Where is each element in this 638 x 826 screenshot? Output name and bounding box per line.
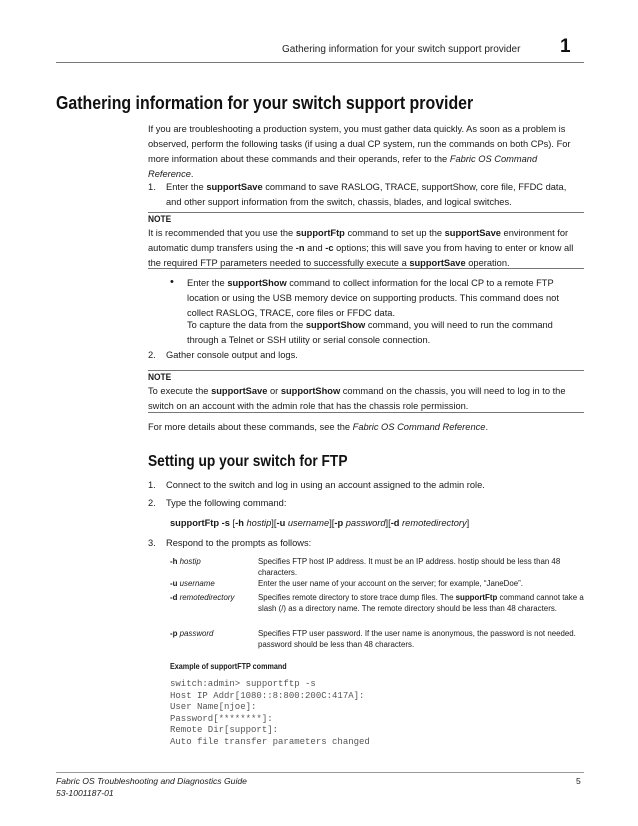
step-1 xyxy=(148,180,584,210)
param-var-hostip: hostip xyxy=(177,557,201,566)
syntax-option-p: -p xyxy=(334,518,344,528)
syntax-command: supportFtp xyxy=(170,518,220,528)
section-title: Gathering information for your switch support provider xyxy=(56,92,474,113)
header-divider xyxy=(56,62,584,63)
param-desc-remotedirectory-a: Specifies remote directory to store trace dump files. The xyxy=(258,593,456,602)
syntax-bracket-4: ][ xyxy=(385,518,391,528)
bullet-text-b: command to collect information for the local CP to a remote FTP location or using the USB memory device on supporting products. This command does not collect RASLOG, TRACE, core files or FFDC data. xyxy=(187,278,559,318)
bullet-paragraph-1 xyxy=(187,276,584,321)
bullet-paragraph-2 xyxy=(187,318,584,348)
note-1-label: NOTE xyxy=(148,214,172,224)
syntax-option-u: -u xyxy=(276,518,286,528)
param-opt-h: -h xyxy=(170,557,178,566)
syntax-option-s: -s xyxy=(221,518,230,528)
more-details-text-b: . xyxy=(485,422,489,432)
note-1-bottom-rule xyxy=(148,268,584,269)
note-1-option-c: -c xyxy=(325,243,334,253)
ftp-step-1-number: 1. xyxy=(148,480,156,490)
note-1-text-f: operation. xyxy=(465,258,510,268)
bullet-p2-command: supportShow xyxy=(305,320,366,330)
footer-page-number: 5 xyxy=(576,776,581,786)
syntax-bracket-1: [ xyxy=(229,518,236,528)
more-details-paragraph xyxy=(148,420,584,435)
note-2-text-a: To execute the xyxy=(148,386,212,396)
step-1-text-a: Enter the xyxy=(166,182,207,192)
note-2-text-c: command on the chassis, you will need to log in to the switch on an account with the admin role that has the chassis role permission. xyxy=(148,386,566,411)
param-term-remotedirectory xyxy=(170,592,256,603)
param-opt-u: -u xyxy=(170,579,178,588)
param-term-hostip xyxy=(170,556,256,567)
note-1-command-2: supportSave xyxy=(444,228,501,238)
param-desc-remotedirectory-b: command cannot take a slash (/) as a directory name. The remote directory should be less than 48 characters. xyxy=(258,593,584,613)
step-1-command: supportSave xyxy=(206,182,263,192)
note-1-command-1: supportFtp xyxy=(295,228,345,238)
bullet-text-a: Enter the xyxy=(187,278,228,288)
param-opt-d: -d xyxy=(170,593,178,602)
note-1-text-d: and xyxy=(304,243,326,253)
step-2-text: Gather console output and logs. xyxy=(166,350,298,360)
syntax-var-username: username xyxy=(285,518,330,528)
note-1-command-3: supportSave xyxy=(409,258,466,268)
command-syntax xyxy=(170,516,469,530)
intro-paragraph xyxy=(148,122,584,182)
note-1-text-e: options; this will save you from having to enter or know all the required FTP parameters needed to successfully execute a xyxy=(148,243,574,268)
example-code-block: switch:admin> supportftp -s Host IP Addr[1080::8:800:200C:417A]: User Name[njoe]: Password[********]: Remote Dir[support]: Auto file transfer parameters changed xyxy=(170,679,370,747)
ftp-step-1 xyxy=(148,478,584,493)
param-opt-p: -p xyxy=(170,629,178,638)
bullet-p2-text-a: To capture the data from the xyxy=(187,320,306,330)
more-details-reference: Fabric OS Command Reference xyxy=(352,422,486,432)
param-var-password: password xyxy=(177,629,214,638)
syntax-option-d: -d xyxy=(390,518,400,528)
ftp-step-2 xyxy=(148,496,584,511)
note-2-bottom-rule xyxy=(148,412,584,413)
chapter-number: 1 xyxy=(560,36,571,57)
note-2 xyxy=(148,371,584,414)
note-2-command-2: supportShow xyxy=(280,386,341,396)
syntax-var-remotedirectory: remotedirectory xyxy=(399,518,467,528)
ftp-step-1-text: Connect to the switch and log in using an account assigned to the admin role. xyxy=(166,480,485,490)
syntax-var-hostip: hostip xyxy=(243,518,272,528)
bullet-p2-text-b: command, you will need to run the command through a Telnet or SSH utility or serial console connection. xyxy=(187,320,553,345)
step-1-number: 1. xyxy=(148,182,156,192)
running-header-title: Gathering information for your switch support provider xyxy=(282,44,521,55)
bullet-command: supportShow xyxy=(227,278,287,288)
param-var-username: username xyxy=(177,579,215,588)
bullet-icon: • xyxy=(170,276,174,288)
footer-divider xyxy=(56,772,584,773)
param-desc-hostip: Specifies FTP host IP address. It must be an IP address. hostip should be less than 48 characters. xyxy=(258,557,561,577)
note-1-text-b: command to set up the xyxy=(344,228,445,238)
param-var-remotedirectory: remotedirectory xyxy=(177,593,235,602)
syntax-bracket-2: ][ xyxy=(271,518,277,528)
param-desc-remotedirectory xyxy=(258,592,584,614)
intro-text: If you are troubleshooting a production system, you must gather data quickly. As soon as a problem is observed, perform the following tasks (if using a dual CP system, run the commands on both CPs). For more information about these commands and their operands, refer to the xyxy=(148,124,571,164)
intro-reference: Fabric OS Command Reference xyxy=(148,154,538,179)
ftp-step-3-text: Respond to the prompts as follows: xyxy=(166,538,312,548)
step-2 xyxy=(148,348,584,363)
step-2-number: 2. xyxy=(148,350,156,360)
note-1-option-n: -n xyxy=(295,243,305,253)
note-2-command-1: supportSave xyxy=(211,386,268,396)
ftp-step-2-number: 2. xyxy=(148,498,156,508)
ftp-step-2-text: Type the following command: xyxy=(166,498,287,508)
param-desc-remotedirectory-command: supportFtp xyxy=(455,593,498,602)
note-1 xyxy=(148,213,584,271)
ftp-step-3-number: 3. xyxy=(148,538,156,548)
syntax-bracket-5: ] xyxy=(466,518,470,528)
param-desc-username: Enter the user name of your account on the server; for example, “JaneDoe”. xyxy=(258,579,523,588)
footer-doc-code: 53-1001187-01 xyxy=(56,788,114,798)
intro-end: . xyxy=(190,169,194,179)
step-1-text-b: command to save RASLOG, TRACE, supportShow, core file, FFDC data, and other support information from the switch, chassis, blades, and logical switches. xyxy=(166,182,567,207)
more-details-text-a: For more details about these commands, see the xyxy=(148,422,353,432)
note-2-label: NOTE xyxy=(148,372,172,382)
param-term-password xyxy=(170,628,256,639)
example-title: Example of supportFTP command xyxy=(170,662,287,671)
syntax-bracket-3: ][ xyxy=(329,518,335,528)
note-1-text-a: It is recommended that you use the xyxy=(148,228,296,238)
note-2-text-b: or xyxy=(267,386,281,396)
ftp-section-title: Setting up your switch for FTP xyxy=(148,453,348,470)
syntax-var-password: password xyxy=(343,518,386,528)
footer-doc-title: Fabric OS Troubleshooting and Diagnostics Guide xyxy=(56,776,247,786)
param-term-username xyxy=(170,578,256,589)
param-desc-password: Specifies FTP user password. If the user name is anonymous, the password is not needed. password should be less than 48 characters. xyxy=(258,629,576,649)
note-1-text-c: environment for automatic dump transfers using the xyxy=(148,228,569,253)
ftp-step-3 xyxy=(148,536,584,551)
syntax-option-h: -h xyxy=(235,518,244,528)
